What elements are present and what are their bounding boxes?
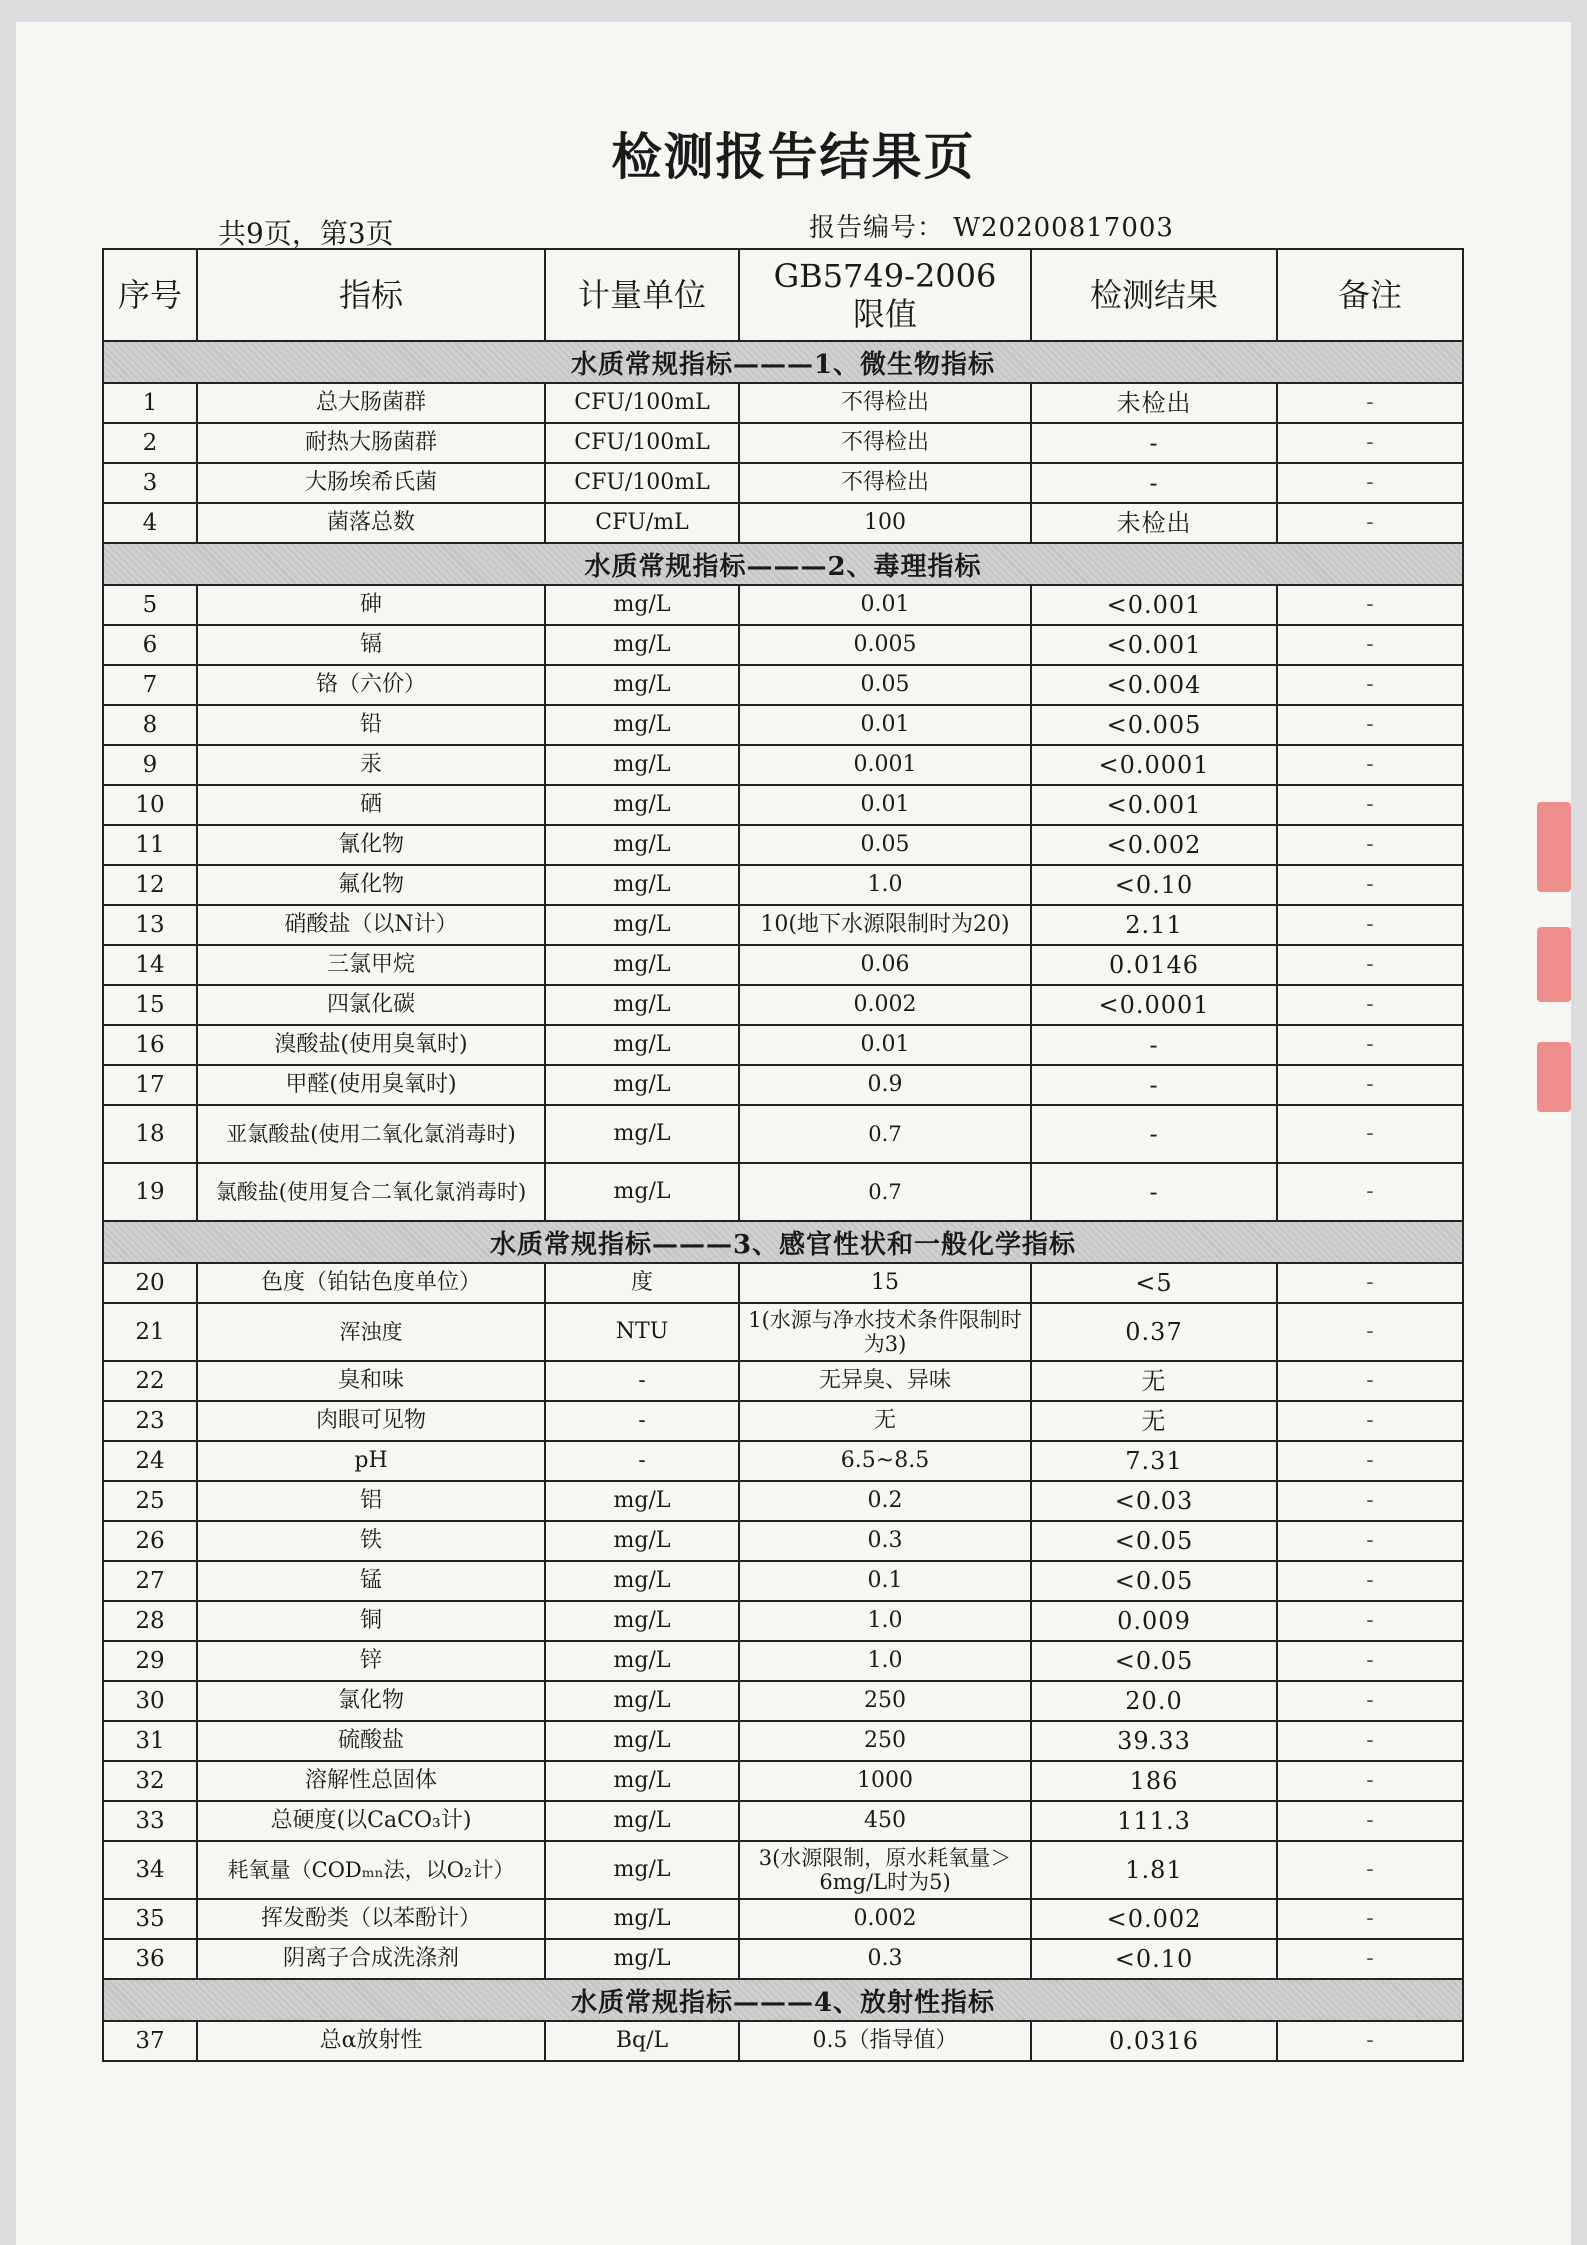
table-row xyxy=(103,1481,1463,1521)
cell-index: 27 xyxy=(103,1561,197,1601)
table-row xyxy=(103,1025,1463,1065)
cell-limit: 1.0 xyxy=(739,1601,1031,1641)
cell-index: 31 xyxy=(103,1721,197,1761)
cell-index: 16 xyxy=(103,1025,197,1065)
cell-remark: - xyxy=(1277,1303,1463,1361)
cell-limit: 1.0 xyxy=(739,1641,1031,1681)
table-row xyxy=(103,1263,1463,1303)
cell-limit: 1(水源与净水技术条件限制时为3) xyxy=(739,1303,1031,1361)
cell-result: <0.001 xyxy=(1031,585,1277,625)
table-row xyxy=(103,1841,1463,1899)
cell-index: 17 xyxy=(103,1065,197,1105)
cell-unit: CFU/mL xyxy=(545,503,739,543)
cell-index: 25 xyxy=(103,1481,197,1521)
cell-result: - xyxy=(1031,1105,1277,1163)
cell-remark: - xyxy=(1277,1721,1463,1761)
cell-indicator: 挥发酚类（以苯酚计） xyxy=(197,1899,545,1939)
cell-indicator: 溴酸盐(使用臭氧时) xyxy=(197,1025,545,1065)
cell-indicator: 锰 xyxy=(197,1561,545,1601)
section-header-row xyxy=(103,1221,1463,1263)
cell-remark: - xyxy=(1277,1601,1463,1641)
cell-result: <0.05 xyxy=(1031,1561,1277,1601)
cell-result: - xyxy=(1031,423,1277,463)
cell-index: 15 xyxy=(103,985,197,1025)
table-row xyxy=(103,785,1463,825)
cell-remark: - xyxy=(1277,503,1463,543)
cell-index: 12 xyxy=(103,865,197,905)
cell-indicator: 汞 xyxy=(197,745,545,785)
cell-remark: - xyxy=(1277,463,1463,503)
header-limit-standard: GB5749-2006 xyxy=(773,257,997,295)
table-row xyxy=(103,945,1463,985)
cell-unit: mg/L xyxy=(545,905,739,945)
cell-remark: - xyxy=(1277,1025,1463,1065)
header-limit-label: 限值 xyxy=(852,295,917,333)
cell-indicator: 菌落总数 xyxy=(197,503,545,543)
cell-result: 2.11 xyxy=(1031,905,1277,945)
cell-indicator: 色度（铂钴色度单位） xyxy=(197,1263,545,1303)
table-row xyxy=(103,1521,1463,1561)
header-indicator: 指标 xyxy=(197,249,545,341)
cell-remark: - xyxy=(1277,1065,1463,1105)
cell-unit: mg/L xyxy=(545,1939,739,1979)
cell-result: 1.81 xyxy=(1031,1841,1277,1899)
table-row xyxy=(103,1105,1463,1163)
cell-index: 3 xyxy=(103,463,197,503)
cell-remark: - xyxy=(1277,1263,1463,1303)
table-row xyxy=(103,503,1463,543)
cell-remark: - xyxy=(1277,745,1463,785)
cell-limit: 3(水源限制，原水耗氧量＞6mg/L时为5) xyxy=(739,1841,1031,1899)
cell-indicator: 铝 xyxy=(197,1481,545,1521)
cell-limit: 0.01 xyxy=(739,585,1031,625)
cell-limit: 250 xyxy=(739,1681,1031,1721)
header-limit xyxy=(739,249,1031,341)
section-title: 水质常规指标———1、微生物指标 xyxy=(103,341,1463,383)
cell-indicator: 氰化物 xyxy=(197,825,545,865)
cell-remark: - xyxy=(1277,1899,1463,1939)
cell-unit: mg/L xyxy=(545,745,739,785)
cell-indicator: 氯酸盐(使用复合二氧化氯消毒时) xyxy=(197,1163,545,1221)
cell-unit: mg/L xyxy=(545,1899,739,1939)
cell-limit: 0.9 xyxy=(739,1065,1031,1105)
cell-indicator: 总硬度(以CaCO₃计) xyxy=(197,1801,545,1841)
cell-index: 6 xyxy=(103,625,197,665)
cell-result: 0.009 xyxy=(1031,1601,1277,1641)
cell-indicator: 硫酸盐 xyxy=(197,1721,545,1761)
cell-limit: 1000 xyxy=(739,1761,1031,1801)
cell-result: 20.0 xyxy=(1031,1681,1277,1721)
cell-result: <0.10 xyxy=(1031,1939,1277,1979)
cell-index: 1 xyxy=(103,383,197,423)
cell-limit: 0.05 xyxy=(739,825,1031,865)
cell-index: 36 xyxy=(103,1939,197,1979)
table-row xyxy=(103,585,1463,625)
table-row xyxy=(103,1065,1463,1105)
cell-result: - xyxy=(1031,1025,1277,1065)
table-row xyxy=(103,2021,1463,2061)
cell-remark: - xyxy=(1277,985,1463,1025)
cell-indicator: 硒 xyxy=(197,785,545,825)
red-stamp-mark xyxy=(1537,927,1571,1002)
cell-remark: - xyxy=(1277,585,1463,625)
cell-unit: - xyxy=(545,1441,739,1481)
table-row xyxy=(103,1601,1463,1641)
report-number: 报告编号： W20200817003 xyxy=(809,213,1174,243)
table-row xyxy=(103,1401,1463,1441)
cell-unit: mg/L xyxy=(545,1481,739,1521)
cell-indicator: 砷 xyxy=(197,585,545,625)
cell-remark: - xyxy=(1277,1761,1463,1801)
cell-limit: 0.01 xyxy=(739,705,1031,745)
table-row xyxy=(103,1163,1463,1221)
cell-index: 33 xyxy=(103,1801,197,1841)
cell-remark: - xyxy=(1277,1561,1463,1601)
cell-unit: CFU/100mL xyxy=(545,423,739,463)
table-row xyxy=(103,865,1463,905)
table-row xyxy=(103,1361,1463,1401)
cell-limit: 10(地下水源限制时为20) xyxy=(739,905,1031,945)
cell-unit: Bq/L xyxy=(545,2021,739,2061)
cell-unit: mg/L xyxy=(545,1721,739,1761)
cell-unit: mg/L xyxy=(545,785,739,825)
section-title: 水质常规指标———2、毒理指标 xyxy=(103,543,1463,585)
section-title: 水质常规指标———4、放射性指标 xyxy=(103,1979,1463,2021)
table-row xyxy=(103,825,1463,865)
cell-result: 0.0316 xyxy=(1031,2021,1277,2061)
cell-result: <0.0001 xyxy=(1031,745,1277,785)
table-row xyxy=(103,905,1463,945)
page-count: 共9页，第3页 xyxy=(218,217,394,250)
table-row xyxy=(103,1761,1463,1801)
cell-unit: - xyxy=(545,1361,739,1401)
header-index: 序号 xyxy=(103,249,197,341)
cell-indicator: 浑浊度 xyxy=(197,1303,545,1361)
cell-result: <0.0001 xyxy=(1031,985,1277,1025)
cell-remark: - xyxy=(1277,1641,1463,1681)
cell-limit: 0.01 xyxy=(739,785,1031,825)
cell-remark: - xyxy=(1277,865,1463,905)
cell-limit: 6.5~8.5 xyxy=(739,1441,1031,1481)
cell-unit: mg/L xyxy=(545,625,739,665)
cell-remark: - xyxy=(1277,1481,1463,1521)
cell-index: 7 xyxy=(103,665,197,705)
cell-limit: 450 xyxy=(739,1801,1031,1841)
cell-indicator: 大肠埃希氏菌 xyxy=(197,463,545,503)
cell-remark: - xyxy=(1277,625,1463,665)
cell-index: 19 xyxy=(103,1163,197,1221)
cell-indicator: 总大肠菌群 xyxy=(197,383,545,423)
cell-indicator: 耐热大肠菌群 xyxy=(197,423,545,463)
cell-indicator: 镉 xyxy=(197,625,545,665)
cell-index: 21 xyxy=(103,1303,197,1361)
cell-result: 无 xyxy=(1031,1361,1277,1401)
cell-limit: 0.001 xyxy=(739,745,1031,785)
table-body xyxy=(103,341,1463,2061)
cell-remark: - xyxy=(1277,1441,1463,1481)
cell-result: <0.002 xyxy=(1031,1899,1277,1939)
cell-index: 11 xyxy=(103,825,197,865)
cell-unit: mg/L xyxy=(545,1601,739,1641)
cell-remark: - xyxy=(1277,1163,1463,1221)
cell-index: 24 xyxy=(103,1441,197,1481)
cell-indicator: 铬（六价） xyxy=(197,665,545,705)
cell-unit: mg/L xyxy=(545,1801,739,1841)
cell-result: 111.3 xyxy=(1031,1801,1277,1841)
cell-index: 37 xyxy=(103,2021,197,2061)
cell-limit: 250 xyxy=(739,1721,1031,1761)
cell-unit: mg/L xyxy=(545,1561,739,1601)
cell-index: 5 xyxy=(103,585,197,625)
header-unit: 计量单位 xyxy=(545,249,739,341)
table-row xyxy=(103,1721,1463,1761)
cell-indicator: 耗氧量（CODₘₙ法，以O₂计） xyxy=(197,1841,545,1899)
section-header-row xyxy=(103,1979,1463,2021)
table-row xyxy=(103,1303,1463,1361)
cell-unit: mg/L xyxy=(545,1163,739,1221)
cell-unit: mg/L xyxy=(545,945,739,985)
table-row xyxy=(103,745,1463,785)
cell-unit: mg/L xyxy=(545,1681,739,1721)
cell-unit: mg/L xyxy=(545,1641,739,1681)
cell-unit: mg/L xyxy=(545,865,739,905)
cell-indicator: 肉眼可见物 xyxy=(197,1401,545,1441)
table-row xyxy=(103,1801,1463,1841)
cell-limit: 不得检出 xyxy=(739,383,1031,423)
cell-remark: - xyxy=(1277,1361,1463,1401)
cell-indicator: 氯化物 xyxy=(197,1681,545,1721)
section-title: 水质常规指标———3、感官性状和一般化学指标 xyxy=(103,1221,1463,1263)
cell-unit: mg/L xyxy=(545,1761,739,1801)
cell-indicator: pH xyxy=(197,1441,545,1481)
cell-limit: 0.05 xyxy=(739,665,1031,705)
cell-result: - xyxy=(1031,1065,1277,1105)
cell-limit: 100 xyxy=(739,503,1031,543)
cell-indicator: 阴离子合成洗涤剂 xyxy=(197,1939,545,1979)
report-sheet xyxy=(16,22,1571,2245)
cell-unit: mg/L xyxy=(545,1841,739,1899)
cell-result: 0.0146 xyxy=(1031,945,1277,985)
cell-result: 无 xyxy=(1031,1401,1277,1441)
table-header xyxy=(103,249,1463,341)
cell-limit: 0.3 xyxy=(739,1939,1031,1979)
table-row xyxy=(103,463,1463,503)
cell-remark: - xyxy=(1277,905,1463,945)
cell-remark: - xyxy=(1277,1801,1463,1841)
cell-result: 39.33 xyxy=(1031,1721,1277,1761)
cell-result: <0.005 xyxy=(1031,705,1277,745)
cell-indicator: 硝酸盐（以N计） xyxy=(197,905,545,945)
red-stamp-mark xyxy=(1537,1042,1571,1112)
cell-indicator: 铁 xyxy=(197,1521,545,1561)
cell-result: <0.03 xyxy=(1031,1481,1277,1521)
table-row xyxy=(103,1899,1463,1939)
table-row xyxy=(103,1681,1463,1721)
cell-result: <0.001 xyxy=(1031,785,1277,825)
cell-index: 35 xyxy=(103,1899,197,1939)
cell-indicator: 臭和味 xyxy=(197,1361,545,1401)
cell-limit: 0.06 xyxy=(739,945,1031,985)
cell-limit: 0.7 xyxy=(739,1105,1031,1163)
cell-indicator: 铜 xyxy=(197,1601,545,1641)
red-stamp-mark xyxy=(1537,802,1571,892)
cell-limit: 无 xyxy=(739,1401,1031,1441)
table-row xyxy=(103,383,1463,423)
cell-indicator: 总α放射性 xyxy=(197,2021,545,2061)
cell-unit: mg/L xyxy=(545,1105,739,1163)
cell-result: <5 xyxy=(1031,1263,1277,1303)
cell-indicator: 甲醛(使用臭氧时) xyxy=(197,1065,545,1105)
cell-remark: - xyxy=(1277,2021,1463,2061)
cell-remark: - xyxy=(1277,1841,1463,1899)
cell-remark: - xyxy=(1277,1521,1463,1561)
cell-result: 7.31 xyxy=(1031,1441,1277,1481)
cell-indicator: 铅 xyxy=(197,705,545,745)
cell-result: <0.002 xyxy=(1031,825,1277,865)
page-title: 检测报告结果页 xyxy=(611,128,976,186)
table-row xyxy=(103,665,1463,705)
cell-index: 34 xyxy=(103,1841,197,1899)
cell-index: 22 xyxy=(103,1361,197,1401)
cell-index: 13 xyxy=(103,905,197,945)
cell-remark: - xyxy=(1277,825,1463,865)
cell-limit: 15 xyxy=(739,1263,1031,1303)
cell-result: <0.10 xyxy=(1031,865,1277,905)
cell-index: 20 xyxy=(103,1263,197,1303)
cell-limit: 0.5（指导值） xyxy=(739,2021,1031,2061)
cell-result: 186 xyxy=(1031,1761,1277,1801)
table-row xyxy=(103,1939,1463,1979)
cell-index: 9 xyxy=(103,745,197,785)
cell-limit: 0.01 xyxy=(739,1025,1031,1065)
cell-limit: 0.3 xyxy=(739,1521,1031,1561)
header-remark: 备注 xyxy=(1277,249,1463,341)
cell-index: 14 xyxy=(103,945,197,985)
section-header-row xyxy=(103,543,1463,585)
cell-unit: mg/L xyxy=(545,705,739,745)
table-row xyxy=(103,625,1463,665)
cell-unit: mg/L xyxy=(545,1521,739,1561)
cell-remark: - xyxy=(1277,423,1463,463)
results-table xyxy=(102,248,1464,2062)
cell-unit: CFU/100mL xyxy=(545,463,739,503)
table-row xyxy=(103,985,1463,1025)
cell-unit: mg/L xyxy=(545,585,739,625)
cell-remark: - xyxy=(1277,705,1463,745)
cell-limit: 0.005 xyxy=(739,625,1031,665)
cell-indicator: 溶解性总固体 xyxy=(197,1761,545,1801)
cell-limit: 0.002 xyxy=(739,985,1031,1025)
table-row xyxy=(103,423,1463,463)
cell-index: 32 xyxy=(103,1761,197,1801)
cell-indicator: 四氯化碳 xyxy=(197,985,545,1025)
cell-index: 2 xyxy=(103,423,197,463)
cell-result: <0.004 xyxy=(1031,665,1277,705)
cell-limit: 不得检出 xyxy=(739,423,1031,463)
cell-limit: 不得检出 xyxy=(739,463,1031,503)
cell-limit: 0.002 xyxy=(739,1899,1031,1939)
cell-result: 0.37 xyxy=(1031,1303,1277,1361)
cell-unit: mg/L xyxy=(545,665,739,705)
cell-indicator: 三氯甲烷 xyxy=(197,945,545,985)
cell-index: 26 xyxy=(103,1521,197,1561)
cell-result: <0.001 xyxy=(1031,625,1277,665)
cell-remark: - xyxy=(1277,1401,1463,1441)
cell-result: <0.05 xyxy=(1031,1641,1277,1681)
table-row xyxy=(103,1441,1463,1481)
cell-limit: 1.0 xyxy=(739,865,1031,905)
cell-index: 23 xyxy=(103,1401,197,1441)
cell-limit: 无异臭、异味 xyxy=(739,1361,1031,1401)
cell-remark: - xyxy=(1277,785,1463,825)
cell-result: <0.05 xyxy=(1031,1521,1277,1561)
cell-unit: - xyxy=(545,1401,739,1441)
cell-unit: CFU/100mL xyxy=(545,383,739,423)
cell-result: - xyxy=(1031,1163,1277,1221)
cell-remark: - xyxy=(1277,665,1463,705)
cell-index: 28 xyxy=(103,1601,197,1641)
cell-limit: 0.7 xyxy=(739,1163,1031,1221)
table-row xyxy=(103,705,1463,745)
section-header-row xyxy=(103,341,1463,383)
cell-unit: mg/L xyxy=(545,985,739,1025)
cell-indicator: 氟化物 xyxy=(197,865,545,905)
cell-remark: - xyxy=(1277,1681,1463,1721)
cell-unit: 度 xyxy=(545,1263,739,1303)
cell-unit: mg/L xyxy=(545,1065,739,1105)
cell-indicator: 亚氯酸盐(使用二氧化氯消毒时) xyxy=(197,1105,545,1163)
table-row xyxy=(103,1641,1463,1681)
cell-result: 未检出 xyxy=(1031,503,1277,543)
cell-unit: mg/L xyxy=(545,825,739,865)
cell-limit: 0.2 xyxy=(739,1481,1031,1521)
cell-index: 29 xyxy=(103,1641,197,1681)
cell-remark: - xyxy=(1277,1105,1463,1163)
cell-index: 30 xyxy=(103,1681,197,1721)
table-row xyxy=(103,1561,1463,1601)
cell-unit: mg/L xyxy=(545,1025,739,1065)
cell-remark: - xyxy=(1277,1939,1463,1979)
cell-result: 未检出 xyxy=(1031,383,1277,423)
cell-remark: - xyxy=(1277,945,1463,985)
cell-limit: 0.1 xyxy=(739,1561,1031,1601)
cell-result: - xyxy=(1031,463,1277,503)
cell-index: 4 xyxy=(103,503,197,543)
cell-unit: NTU xyxy=(545,1303,739,1361)
cell-index: 8 xyxy=(103,705,197,745)
cell-index: 18 xyxy=(103,1105,197,1163)
cell-index: 10 xyxy=(103,785,197,825)
header-result: 检测结果 xyxy=(1031,249,1277,341)
cell-remark: - xyxy=(1277,383,1463,423)
cell-indicator: 锌 xyxy=(197,1641,545,1681)
